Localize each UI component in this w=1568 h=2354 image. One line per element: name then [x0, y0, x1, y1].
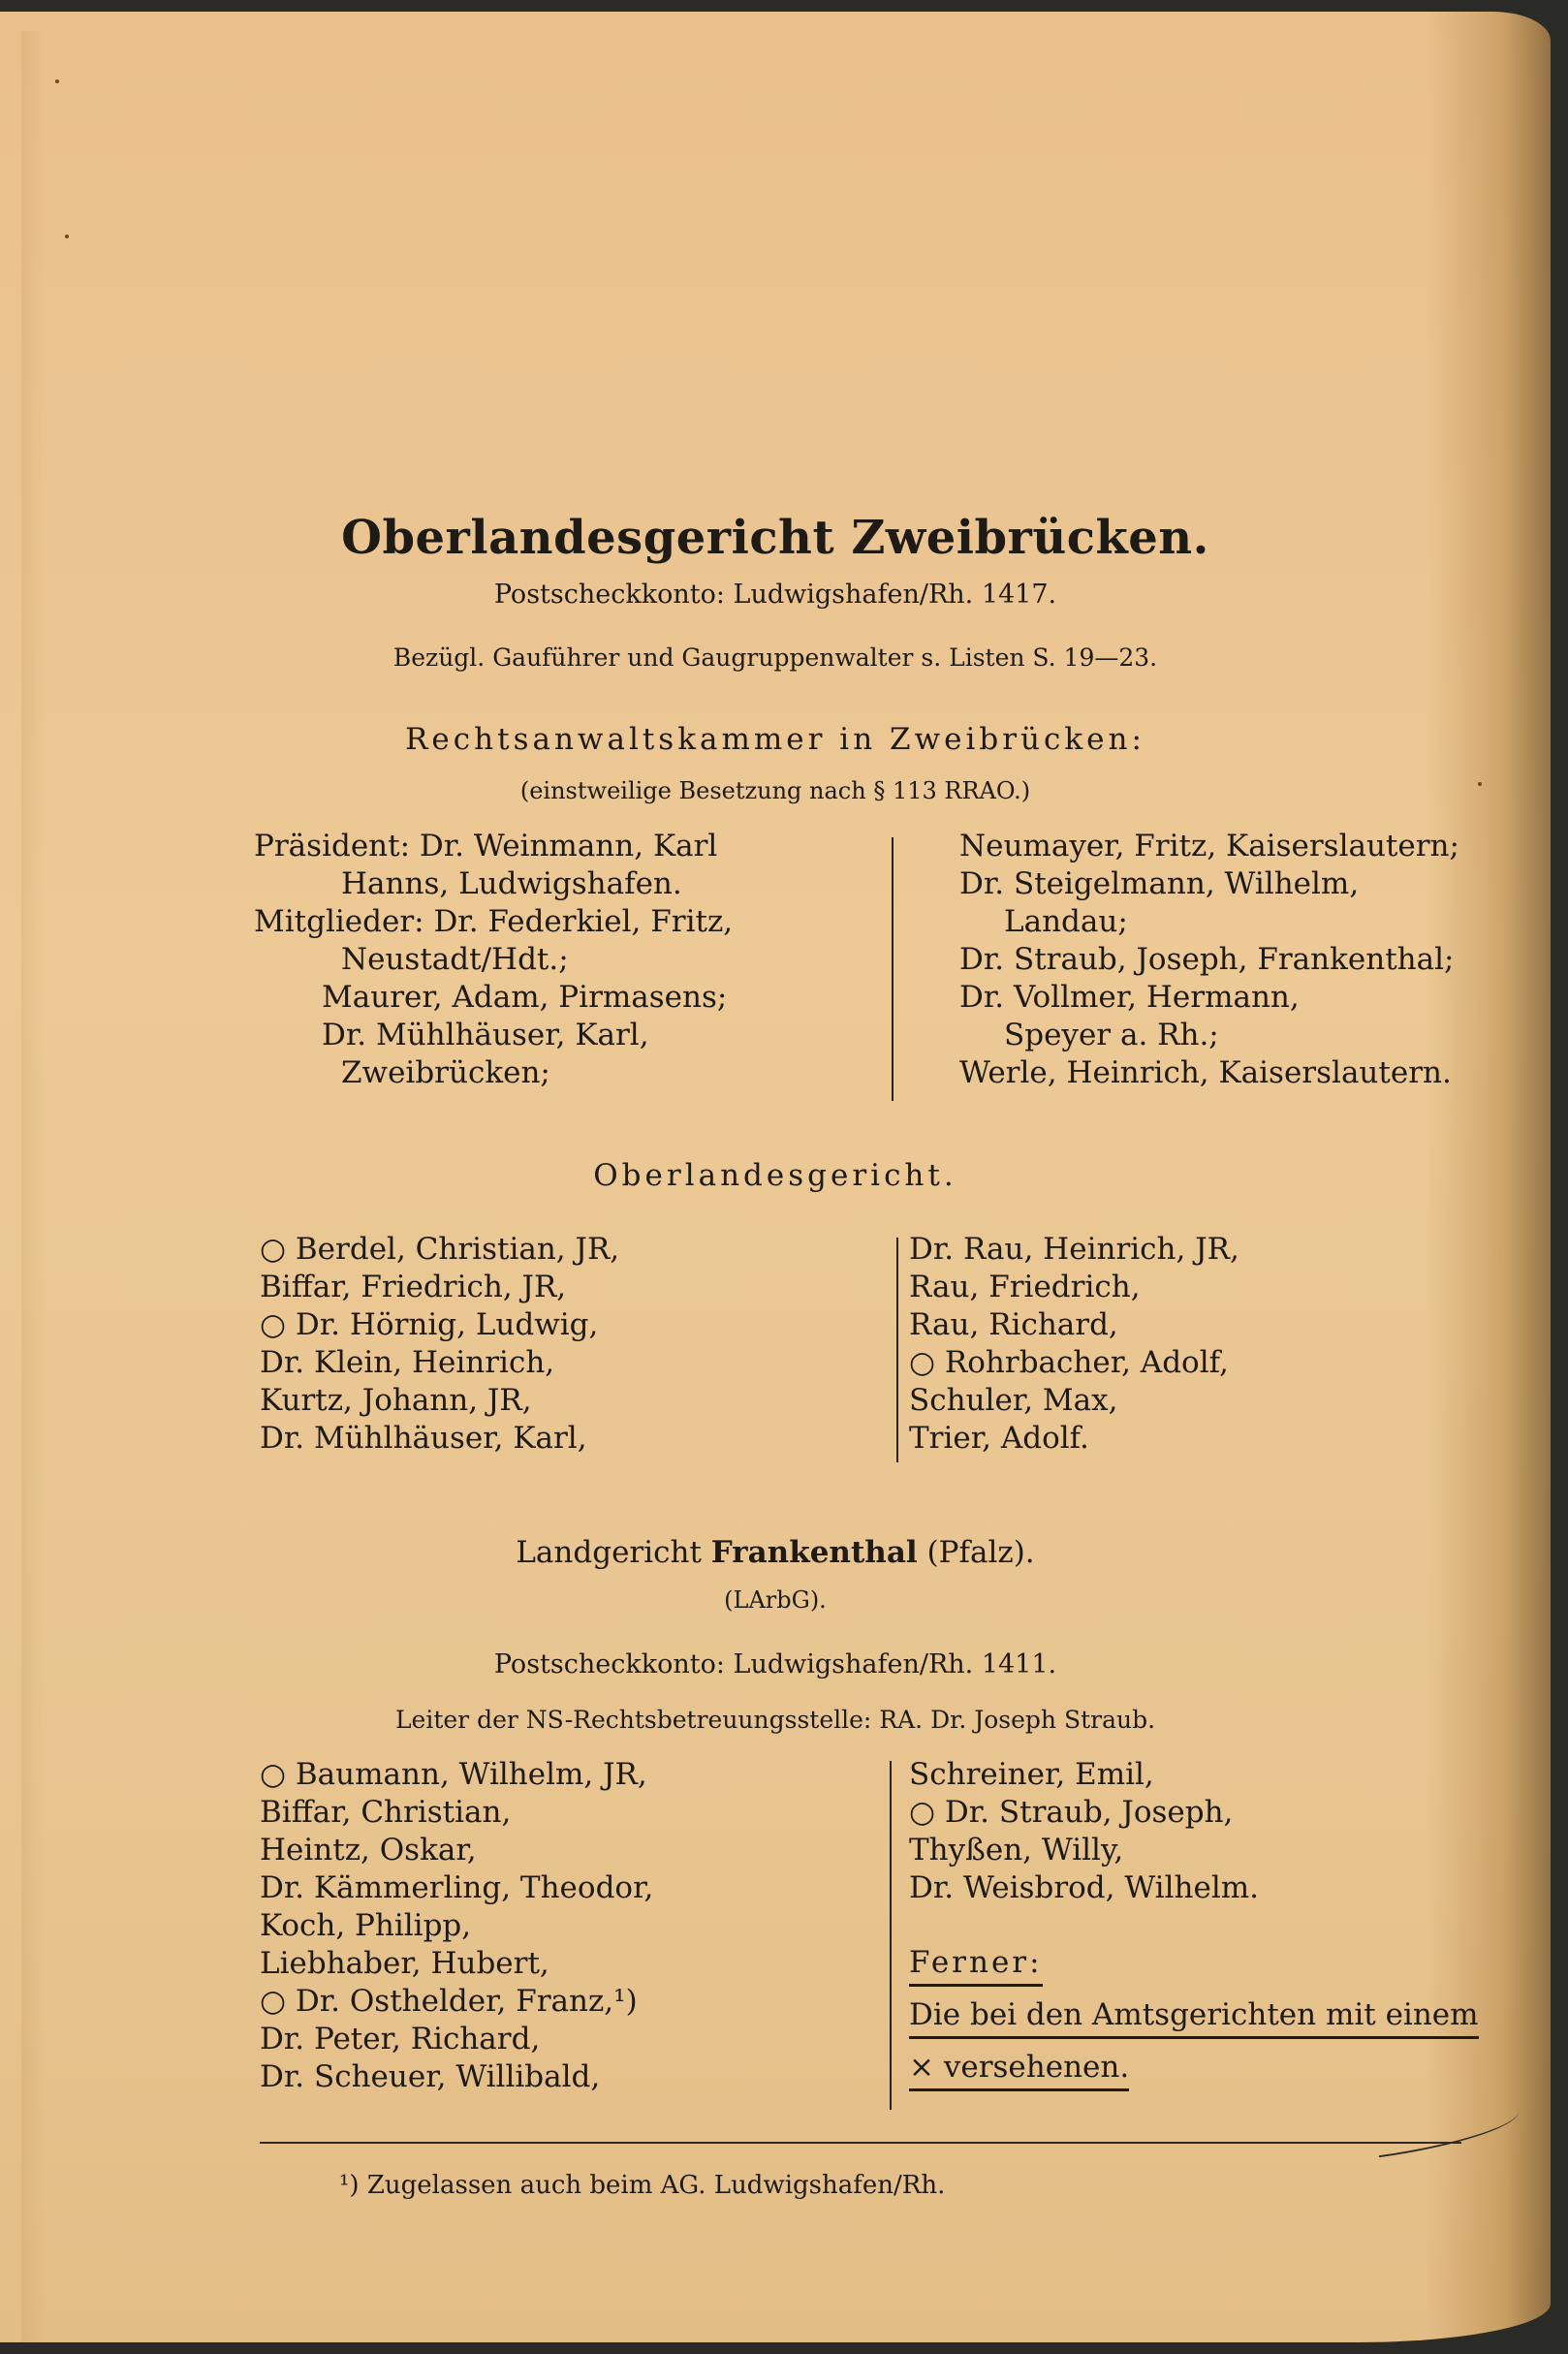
list-item: Maurer, Adam, Pirmasens; — [322, 980, 728, 1015]
list-item: Neumayer, Fritz, Kaiserslautern; — [959, 829, 1459, 863]
column-divider — [896, 1238, 898, 1462]
footnote-rule-curve — [1375, 2107, 1523, 2158]
postscheck-lg: Postscheckkonto: Ludwigshafen/Rh. 1411. — [493, 1649, 1057, 1679]
lg-subheading: (LArbG). — [724, 1586, 827, 1614]
olg-right-column — [909, 1231, 1239, 1458]
ferner-label: Ferner: — [909, 1944, 1043, 1987]
list-item: Thyßen, Willy, — [909, 1833, 1124, 1868]
column-divider — [892, 837, 894, 1101]
list-item: Neustadt/Hdt.; — [341, 942, 569, 977]
list-item: ○ Baumann, Wilhelm, JR, — [260, 1757, 647, 1792]
list-item: Mitglieder: Dr. Federkiel, Fritz, — [254, 904, 734, 939]
list-item: Rau, Richard, — [909, 1307, 1118, 1342]
list-item: Kurtz, Johann, JR, — [260, 1383, 532, 1418]
list-item: Dr. Mühlhäuser, Karl, — [260, 1421, 587, 1456]
footnote: ¹) Zugelassen auch beim AG. Ludwigshafen/Rh. — [339, 2171, 946, 2200]
list-item: Schuler, Max, — [909, 1383, 1118, 1418]
lg-leiter: Leiter der NS-Rechtsbetreuungsstelle: RA. Dr. Joseph Straub. — [394, 1706, 1156, 1734]
list-item: ○ Dr. Osthelder, Franz,¹) — [260, 1984, 638, 2019]
list-item: Heintz, Oskar, — [260, 1833, 477, 1868]
olg-left-column — [260, 1231, 619, 1458]
paper-speck — [55, 79, 59, 83]
lg-heading — [0, 1535, 1551, 1570]
olg-heading: Oberlandesgericht. — [593, 1158, 957, 1193]
ferner-line-2: × versehenen. — [909, 2049, 1129, 2091]
list-item: Liebhaber, Hubert, — [260, 1946, 549, 1981]
lg-heading-prefix: Landgericht — [516, 1535, 702, 1570]
list-item: Dr. Weisbrod, Wilhelm. — [909, 1870, 1259, 1905]
list-item: Dr. Straub, Joseph, Frankenthal; — [959, 942, 1455, 977]
list-item: Biffar, Christian, — [260, 1795, 512, 1830]
list-item: Schreiner, Emil, — [909, 1757, 1154, 1792]
list-item: Dr. Vollmer, Hermann, — [959, 980, 1300, 1015]
list-item: Koch, Philipp, — [260, 1908, 472, 1943]
ferner-label-row — [909, 1944, 1479, 1987]
list-item: Werle, Heinrich, Kaiserslautern. — [959, 1055, 1452, 1090]
chamber-right-column — [959, 828, 1459, 1092]
list-item: Hanns, Ludwigshafen. — [341, 866, 682, 901]
lg-right-column — [909, 1756, 1479, 2091]
list-item: Dr. Klein, Heinrich, — [260, 1345, 555, 1380]
chamber-subheading: (einstweilige Besetzung nach § 113 RRAO.) — [519, 777, 1031, 804]
list-item: Dr. Kämmerling, Theodor, — [260, 1870, 654, 1905]
column-divider — [890, 1761, 892, 2110]
postscheck-olg: Postscheckkonto: Ludwigshafen/Rh. 1417. — [493, 580, 1057, 610]
ferner-line-1-row — [909, 1996, 1479, 2039]
list-item: ○ Dr. Straub, Joseph, — [909, 1795, 1234, 1830]
ferner-line-2-row — [909, 2049, 1479, 2091]
list-item: ○ Berdel, Christian, JR, — [260, 1232, 620, 1267]
chamber-left-column — [254, 828, 733, 1092]
footnote-rule — [260, 2142, 1461, 2144]
list-item: Dr. Steigelmann, Wilhelm, — [959, 866, 1360, 901]
list-item: Zweibrücken; — [341, 1055, 550, 1090]
paper-speck — [1478, 782, 1482, 786]
list-item: Landau; — [1004, 904, 1128, 939]
page-title: Oberlandesgericht Zweibrücken. — [341, 511, 1209, 565]
ferner-line-1: Die bei den Amtsgerichten mit einem — [909, 1996, 1479, 2039]
lg-left-column — [260, 1756, 653, 2096]
lg-heading-city: Frankenthal — [710, 1535, 918, 1570]
list-item: Dr. Scheuer, Willibald, — [260, 2059, 601, 2094]
list-item: ○ Rohrbacher, Adolf, — [909, 1345, 1229, 1380]
list-item: Rau, Friedrich, — [909, 1270, 1141, 1304]
list-item: ○ Dr. Hörnig, Ludwig, — [260, 1307, 599, 1342]
list-item: Dr. Rau, Heinrich, JR, — [909, 1232, 1239, 1267]
list-item: Biffar, Friedrich, JR, — [260, 1270, 567, 1304]
paper-speck — [65, 235, 69, 238]
chamber-heading: Rechtsanwaltskammer in Zweibrücken: — [405, 722, 1145, 757]
list-item: Dr. Mühlhäuser, Karl, — [322, 1018, 649, 1052]
list-item: Speyer a. Rh.; — [1004, 1018, 1219, 1052]
list-item: Präsident: Dr. Weinmann, Karl — [254, 829, 718, 863]
list-item: Trier, Adolf. — [909, 1421, 1089, 1456]
lg-heading-suffix: (Pfalz). — [926, 1535, 1035, 1570]
book-page — [0, 12, 1551, 2342]
reference-note: Bezügl. Gauführer und Gaugruppenwalter s. Listen S. 19—23. — [392, 643, 1158, 672]
list-item: Dr. Peter, Richard, — [260, 2022, 541, 2056]
